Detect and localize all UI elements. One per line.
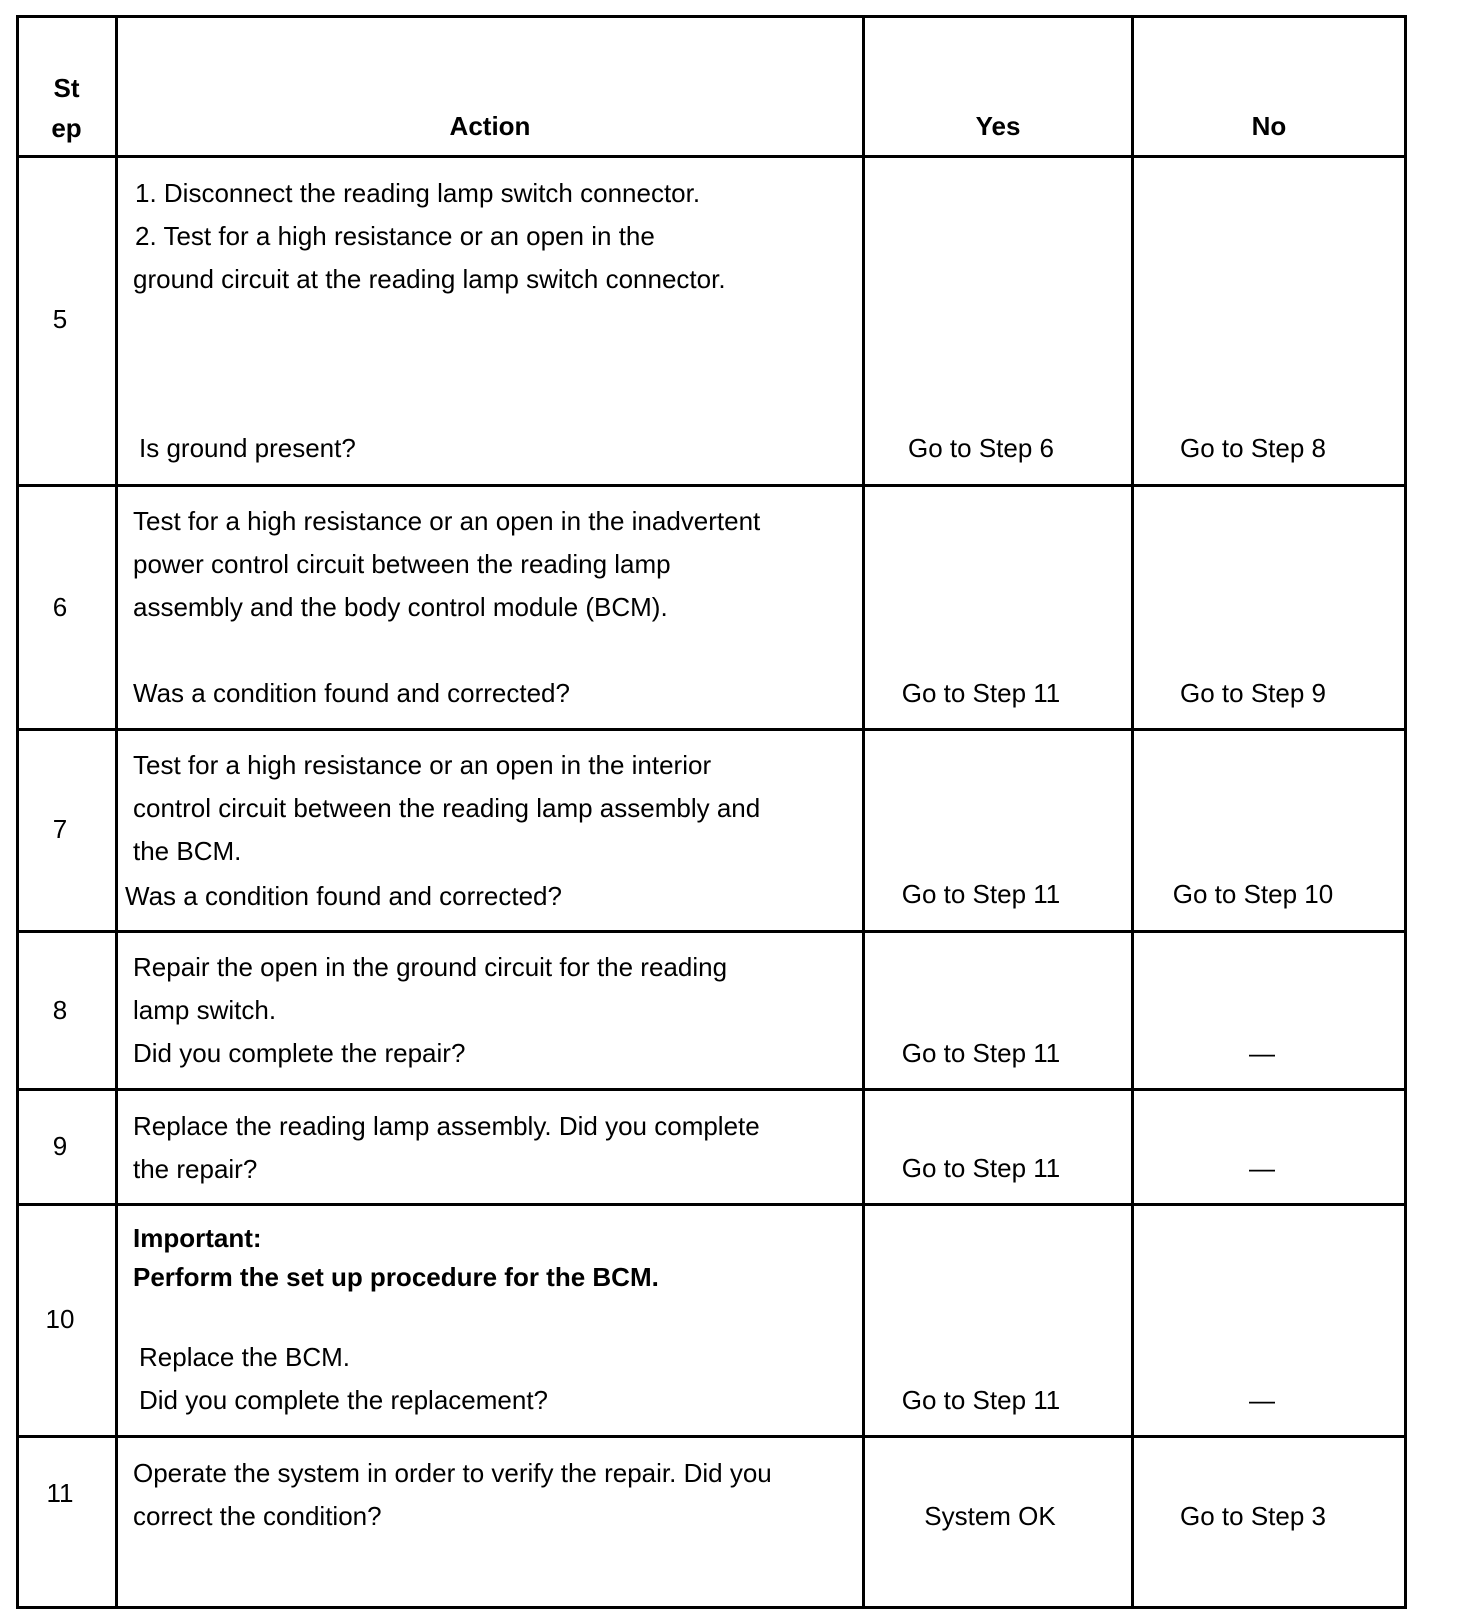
step-number: 5 <box>52 304 68 334</box>
action-text: Test for a high resistance or an open in the interior <box>133 750 712 780</box>
header-step-line1: St <box>53 73 80 103</box>
action-text: assembly and the body control module (BCM). <box>133 592 668 622</box>
row-divider <box>16 1203 1407 1206</box>
yes-result: System OK <box>924 1501 1056 1531</box>
no-result: — <box>1249 1385 1275 1415</box>
important-text: Perform the set up procedure for the BCM. <box>133 1262 659 1292</box>
header-no: No <box>1251 111 1287 141</box>
row-divider <box>16 728 1407 731</box>
column-divider-yes <box>1131 16 1134 1608</box>
column-divider-step <box>115 16 118 1608</box>
header-action: Action <box>449 111 531 141</box>
row-divider <box>16 1088 1407 1091</box>
table-border-bottom <box>16 1606 1407 1609</box>
no-result: Go to Step 8 <box>1180 433 1326 463</box>
yes-result: Go to Step 11 <box>901 1153 1061 1183</box>
action-text: 1. Disconnect the reading lamp switch connector. <box>135 178 701 208</box>
row-divider <box>16 484 1407 487</box>
action-question: Was a condition found and corrected? <box>133 678 570 708</box>
step-number: 6 <box>52 592 68 622</box>
yes-result: Go to Step 11 <box>901 678 1061 708</box>
column-divider-action <box>862 16 865 1608</box>
action-text: Replace the BCM. <box>139 1342 350 1372</box>
row-divider <box>16 1435 1407 1438</box>
no-result: Go to Step 10 <box>1172 879 1334 909</box>
table-border-top <box>16 15 1407 18</box>
action-question: Did you complete the repair? <box>133 1038 466 1068</box>
step-number: 10 <box>45 1304 75 1334</box>
no-result: — <box>1249 1153 1275 1183</box>
yes-result: Go to Step 11 <box>901 1038 1061 1068</box>
no-result: — <box>1249 1038 1275 1068</box>
no-result: Go to Step 9 <box>1180 678 1326 708</box>
action-text: control circuit between the reading lamp assembly and <box>133 793 761 823</box>
action-text: Operate the system in order to verify the repair. Did you <box>133 1458 772 1488</box>
step-number: 9 <box>52 1131 68 1161</box>
yes-result: Go to Step 11 <box>901 1385 1061 1415</box>
table-border-right <box>1404 16 1407 1608</box>
step-number: 11 <box>46 1478 74 1508</box>
step-number: 7 <box>52 814 68 844</box>
header-step-line2: ep <box>51 113 82 143</box>
header-step <box>18 68 115 148</box>
action-text: correct the condition? <box>133 1501 382 1531</box>
action-question: Is ground present? <box>139 433 356 463</box>
important-label: Important: <box>133 1223 262 1253</box>
row-divider <box>16 930 1407 933</box>
yes-result: Go to Step 11 <box>901 879 1061 909</box>
action-text: the BCM. <box>133 836 242 866</box>
action-question: Did you complete the replacement? <box>139 1385 549 1415</box>
no-result: Go to Step 3 <box>1180 1501 1326 1531</box>
action-question: Was a condition found and corrected? <box>125 881 562 911</box>
action-text: Test for a high resistance or an open in the inadvertent <box>133 506 761 536</box>
header-yes: Yes <box>975 111 1021 141</box>
action-text: ground circuit at the reading lamp switch connector. <box>133 264 726 294</box>
action-text: lamp switch. <box>133 995 277 1025</box>
action-text: power control circuit between the reading lamp <box>133 549 671 579</box>
step-number: 8 <box>52 995 68 1025</box>
action-text: 2. Test for a high resistance or an open in the <box>135 221 655 251</box>
yes-result: Go to Step 6 <box>908 433 1054 463</box>
action-text: Replace the reading lamp assembly. Did you complete <box>133 1111 760 1141</box>
header-divider <box>16 155 1407 158</box>
action-text: Repair the open in the ground circuit for the reading <box>133 952 728 982</box>
action-text: the repair? <box>133 1154 258 1184</box>
